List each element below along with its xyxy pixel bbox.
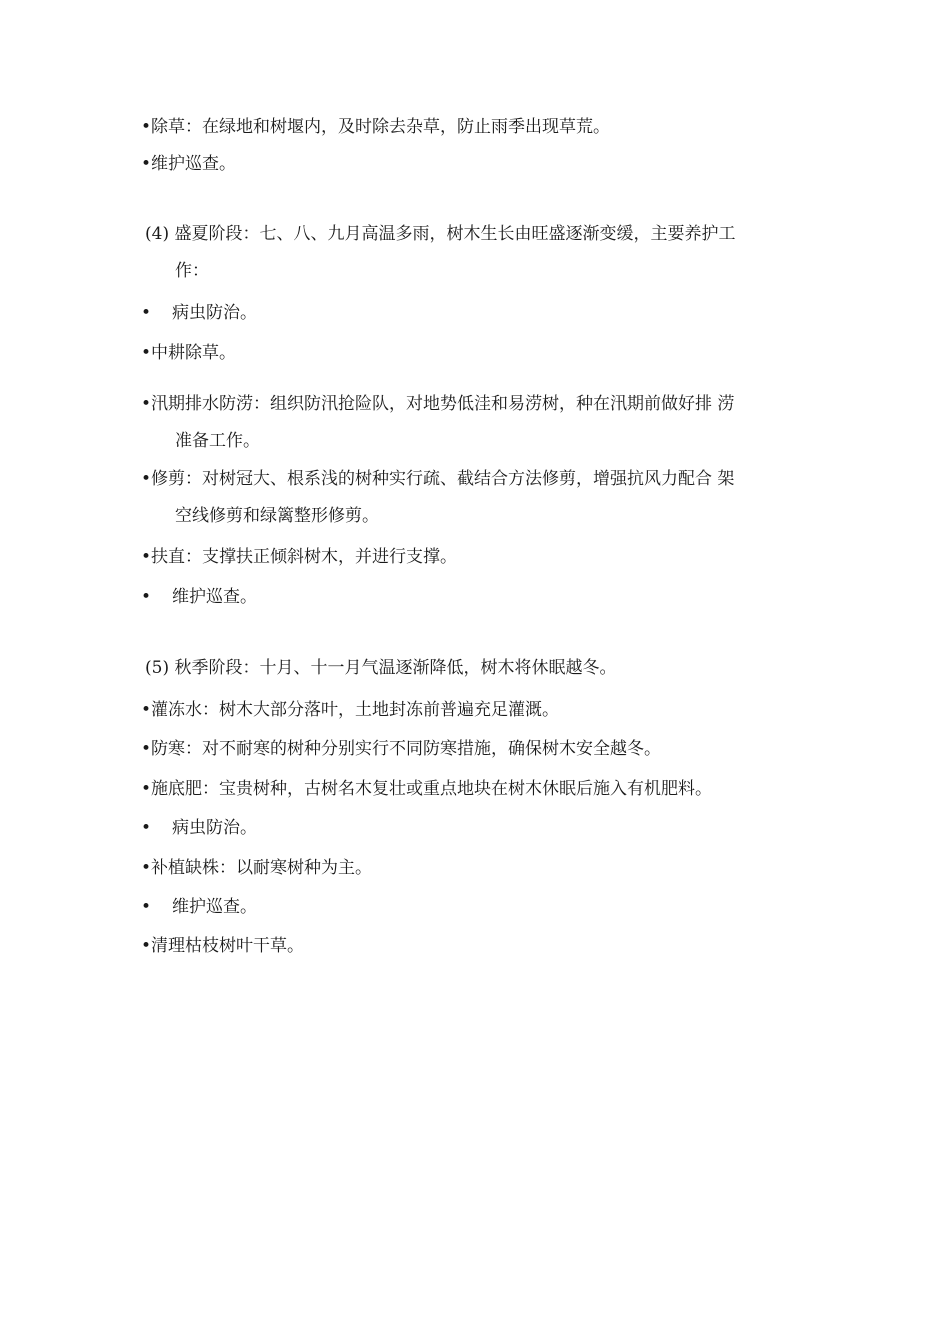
item-text: 施底肥：宝贵树种，古树名木复壮或重点地块在树木休眠后施入有机肥料。: [151, 779, 713, 799]
bullet-item-replant: [141, 857, 372, 879]
section-heading-autumn: [145, 657, 616, 679]
bullet-item-prune-cont: [175, 505, 379, 527]
bullet-item-cold-protection: [141, 738, 661, 760]
bullet-marker: •: [141, 394, 152, 414]
heading-text: (5) 秋季阶段：十月、十一月气温逐渐降低，树木将休眠越冬。: [145, 658, 617, 678]
bullet-item-tillage: [141, 342, 236, 364]
bullet-marker: •: [141, 117, 152, 137]
item-text: 清理枯枝树叶干草。: [151, 936, 305, 956]
item-text: 扶直：支撑扶正倾斜树木，并进行支撑。: [151, 547, 458, 567]
bullet-item-prune: [141, 468, 734, 490]
bullet-marker: •: [141, 858, 152, 878]
bullet-item-flood: [141, 393, 734, 415]
item-text: 准备工作。: [175, 431, 260, 451]
bullet-marker: •: [141, 154, 152, 174]
bullet-marker: •: [141, 469, 152, 489]
bullet-item-patrol: [141, 586, 257, 608]
section-heading-summer: [145, 223, 735, 245]
bullet-item-weeding: [141, 116, 610, 138]
item-text: 补植缺株：以耐寒树种为主。: [151, 858, 373, 878]
item-text: 维护巡查。: [172, 897, 257, 917]
section-heading-summer-cont: [175, 260, 209, 282]
bullet-marker: •: [141, 587, 152, 607]
bullet-marker: •: [141, 739, 152, 759]
bullet-marker: •: [141, 343, 152, 363]
bullet-marker: •: [141, 936, 152, 956]
item-text: 防寒：对不耐寒的树种分别实行不同防寒措施，确保树木安全越冬。: [151, 739, 662, 759]
item-text: 维护巡查。: [172, 587, 257, 607]
item-text: 维护巡查。: [151, 154, 237, 174]
item-text: 修剪：对树冠大、根系浅的树种实行疏、截结合方法修剪，增强抗风力配合 架: [151, 469, 735, 489]
heading-text: (4) 盛夏阶段：七、八、九月高温多雨，树木生长由旺盛逐渐变缓，主要养护工: [145, 224, 736, 244]
bullet-item-fertilize: [141, 778, 712, 800]
item-text: 病虫防治。: [172, 303, 257, 323]
heading-text: 作：: [175, 261, 209, 281]
item-text: 病虫防治。: [172, 818, 257, 838]
bullet-marker: •: [141, 547, 152, 567]
item-text: 除草：在绿地和树堰内，及时除去杂草，防止雨季出现草荒。: [151, 117, 611, 137]
bullet-marker: •: [141, 779, 152, 799]
bullet-marker: •: [141, 303, 152, 323]
item-text: 空线修剪和绿篱整形修剪。: [175, 506, 379, 526]
bullet-item-cleanup: [141, 935, 304, 957]
item-text: 汛期排水防涝：组织防汛抢险队，对地势低洼和易涝树，种在汛期前做好排 涝: [151, 394, 735, 414]
item-text: 灌冻水：树木大部分落叶，土地封冻前普遍充足灌溉。: [151, 700, 560, 720]
bullet-item-irrigation: [141, 699, 559, 721]
bullet-item-patrol: [141, 153, 236, 175]
item-text: 中耕除草。: [151, 343, 237, 363]
bullet-marker: •: [141, 700, 152, 720]
bullet-marker: •: [141, 818, 152, 838]
bullet-item-flood-cont: [175, 430, 260, 452]
bullet-item-patrol: [141, 896, 257, 918]
bullet-marker: •: [141, 897, 152, 917]
bullet-item-pest: [141, 817, 257, 839]
bullet-item-pest: [141, 302, 257, 324]
bullet-item-straighten: [141, 546, 457, 568]
